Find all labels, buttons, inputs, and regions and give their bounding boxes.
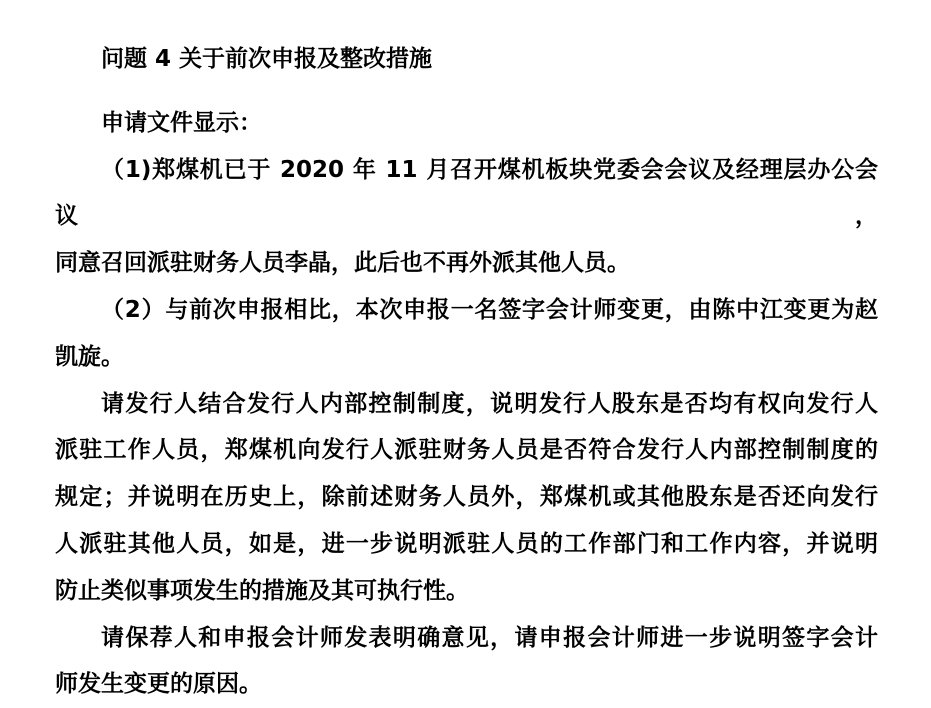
text-line: （2）与前次申报相比，本次申报一名签字会计师变更，由陈中江变更为赵: [101, 296, 878, 323]
paragraph: [55, 287, 878, 381]
text-line: 请保荐人和申报会计师发表明确意见，请申报会计师进一步说明签字会计: [101, 624, 878, 651]
text-line: 防止类似事项发生的措施及其可执行性。: [55, 577, 469, 604]
question-heading: 问题 4 关于前次申报及整改措施: [101, 46, 433, 72]
text-line: 同意召回派驻财务人员李晶，此后也不再外派其他人员。: [55, 250, 630, 277]
text-line: 请发行人结合发行人内部控制制度，说明发行人股东是否均有权向发行人: [101, 390, 878, 417]
text-line: 师发生变更的原因。: [55, 671, 262, 698]
text-line: （1)郑煤机已于 2020 年 11 月召开煤机板块党委会会议及经理层办公会议，: [55, 156, 878, 230]
text-line: 凯旋。: [55, 343, 124, 370]
document-content: [55, 36, 878, 708]
paragraph: [55, 100, 878, 147]
paragraph: [55, 615, 878, 708]
paragraph: [55, 147, 878, 287]
text-line: 规定；并说明在历史上，除前述财务人员外，郑煤机或其他股东是否还向发行: [55, 484, 878, 511]
text-line: 人派驻其他人员，如是，进一步说明派驻人员的工作部门和工作内容，并说明: [55, 530, 878, 557]
text-line: 申请文件显示：: [101, 109, 262, 136]
paragraph: [55, 381, 878, 615]
text-line: 派驻工作人员，郑煤机向发行人派驻财务人员是否符合发行人内部控制制度的: [55, 437, 878, 464]
document-body: [55, 100, 878, 708]
